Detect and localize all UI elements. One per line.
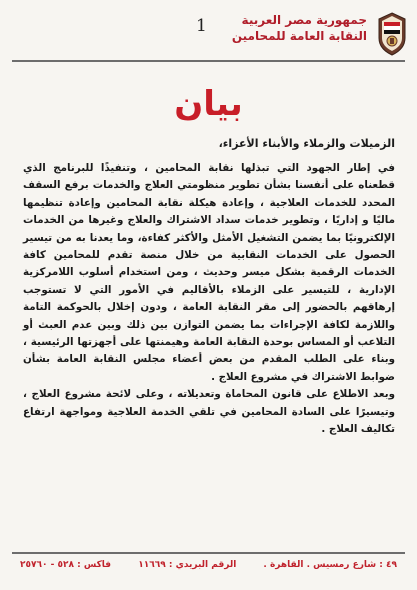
letter-footer xyxy=(20,560,397,570)
document-body xyxy=(23,160,395,439)
document-title: بيان xyxy=(174,84,243,124)
body-paragraph-1: في إطار الجهود التي تبذلها نقابة المحامين ، وتنفيذًا للبرنامج الذي قطعناه على أنفسنا بشأن تطوير منظومتي العلاج والخدمات برفع السقف المحدد للخدمات العلاجية ، وإعادة هيكلة نقابة المحامين وإعادة تنظيمها ماليًا و إداريًا ، وتطوير خدمات سداد الاشتراك والعلاج وغيرها من الخدمات الإلكترونيًا بما يضمن التشغيل الأمثل والأكثر كفاءة، وما يعدنا به من تيسير الحصول على الخدمات النقابية من خلال منصة تقدم للمحامين كافة الخدمات الرقمية بشكل ميسر وحديث ، ومن استخدام أسلوب اللامركزية الإدارية ، للتيسير على الزملاء بالأقاليم في الأمور التي لا تستوجب إرهاقهم بالحضور إلى مقر النقابة العامة ، ودون إخلال بالحوكمة التامة واللازمة لكافة الإجراءات بما يضمن التوازن بين ذلك وبين عدم العبث أو التلاعب أو المساس بوحدة النقابة العامة وهيمنتها على أجهزتها الرئيسية ، وبناء على الطلب المقدم من بعض أعضاء مجلس النقابة العامة بشأن ضوابط الاشتراك في مشروع العلاج . xyxy=(23,162,395,383)
footer-address: ٤٩ : شارع رمسيس . القاهرة . xyxy=(263,560,397,570)
letterhead-organization: النقابة العامة للمحامين xyxy=(231,29,367,43)
footer-fax: فاكس : ٥٢٨ - ٢٥٧٦٠ xyxy=(20,560,112,570)
footer-divider xyxy=(12,552,405,554)
page-number: 1 xyxy=(196,16,207,36)
bar-association-logo-icon xyxy=(377,12,407,56)
header-divider xyxy=(12,60,405,62)
salutation: الزميلات والزملاء والأبناء الأعزاء، xyxy=(218,137,395,150)
letterhead-country: جمهورية مصر العربية xyxy=(241,13,367,27)
body-paragraph-2: وبعد الاطلاع على قانون المحاماة وتعديلاته ، وعلى لائحة مشروع العلاج ، وتيسيرًا على السادة المحامين في تلقي الخدمة العلاجية ومواجهة ارتفاع تكاليف العلاج . xyxy=(23,388,395,436)
footer-postal-code: الرقم البريدي : ١١٦٦٩ xyxy=(138,560,237,570)
letterhead-title xyxy=(197,12,367,44)
